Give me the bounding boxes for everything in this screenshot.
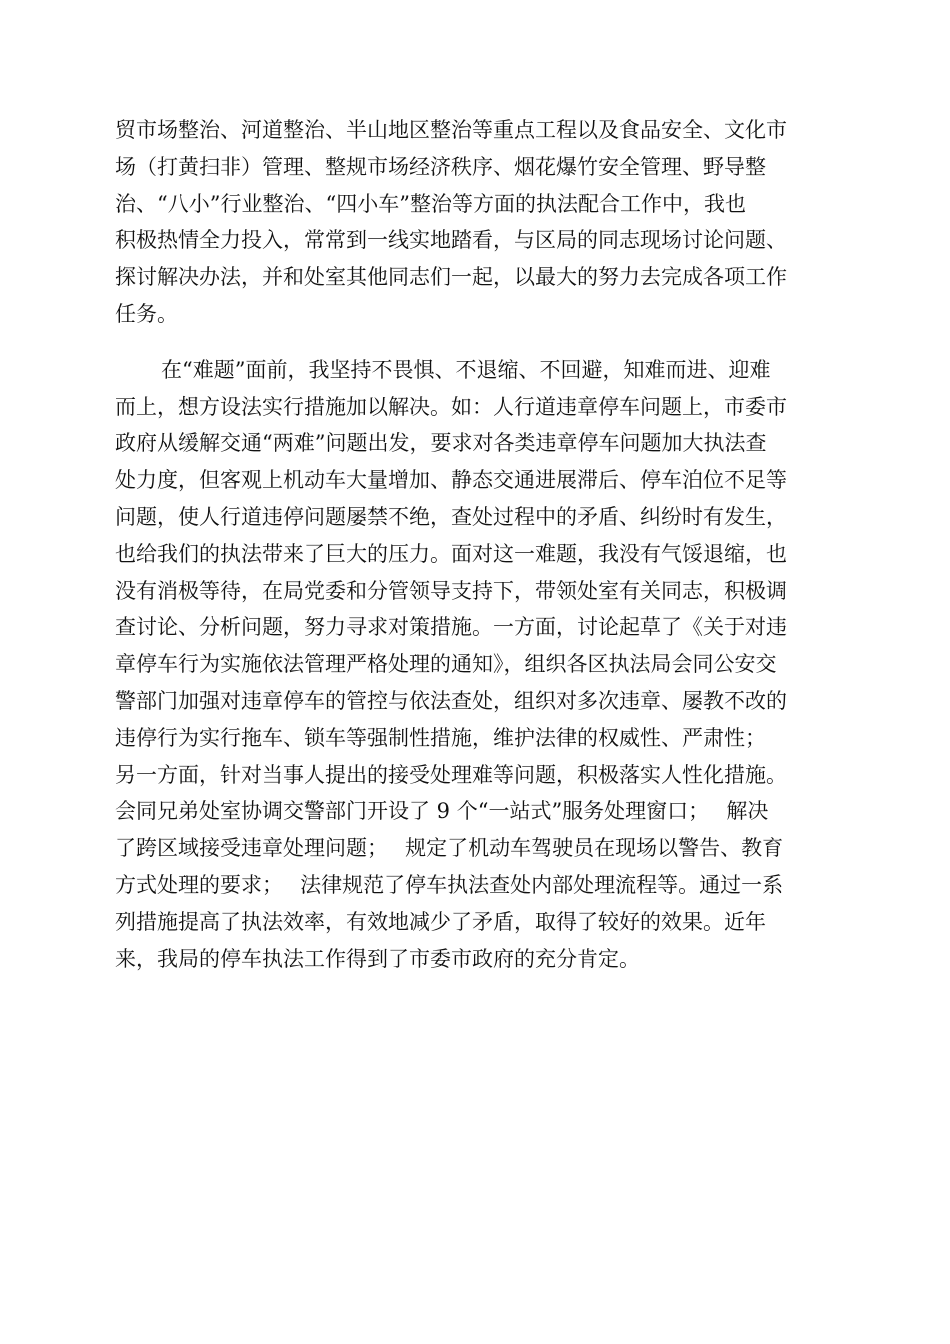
text-line: 来，我局的停车执法工作得到了市委市政府的充分肯定。 [115, 946, 640, 971]
text-line: 没有消极等待，在局党委和分管领导支持下，带领处室有关同志，积极调 [115, 578, 787, 603]
text-line: 会同兄弟处室协调交警部门开设了 9 个“一站式”服务处理窗口； 解决 [115, 799, 769, 824]
text-line: 治、“八小”行业整治、“四小车”整治等方面的执法配合工作中，我也 [115, 191, 746, 216]
text-line: 在“难题”面前，我坚持不畏惧、不退缩、不回避，知难而进、迎难 [161, 357, 771, 382]
text-line: 章停车行为实施依法管理严格处理的通知》，组织各区执法局会同公安交 [115, 652, 777, 677]
text-line: 贸市场整治、河道整治、半山地区整治等重点工程以及食品安全、文化市 [115, 118, 787, 142]
text-line: 探讨解决办法，并和处室其他同志们一起，以最大的努力去完成各项工作 [115, 265, 787, 290]
text-line: 警部门加强对违章停车的管控与依法查处，组织对多次违章、屡教不改的 [115, 688, 787, 713]
text-line: 政府从缓解交通“两难”问题出发，要求对各类违章停车问题加大执法查 [115, 431, 767, 456]
text-line: 而上，想方设法实行措施加以解决。如：人行道违章停车问题上，市委市 [115, 394, 787, 419]
text-line: 另一方面，针对当事人提出的接受处理难等问题，积极落实人性化措施。 [115, 762, 787, 787]
text-line: 查讨论、分析问题，努力寻求对策措施。一方面，讨论起草了《关于对违 [115, 615, 787, 640]
paragraph-2 [115, 352, 837, 978]
text-line: 方式处理的要求； 法律规范了停车执法查处内部处理流程等。通过一系 [115, 872, 784, 897]
text-line: 积极热情全力投入，常常到一线实地踏看，与区局的同志现场讨论问题、 [115, 228, 787, 253]
paragraph-spacer [115, 333, 837, 352]
text-line: 违停行为实行拖车、锁车等强制性措施，维护法律的权威性、严肃性； [115, 725, 766, 750]
document-page [115, 112, 837, 977]
text-line: 问题，使人行道违停问题屡禁不绝，查处过程中的矛盾、纠纷时有发生， [115, 504, 787, 529]
paragraph-1 [115, 112, 837, 333]
text-line: 也给我们的执法带来了巨大的压力。面对这一难题，我没有气馁退缩，也 [115, 541, 787, 566]
text-line: 场（打黄扫非）管理、整规市场经济秩序、烟花爆竹安全管理、野导整 [115, 154, 766, 179]
text-line: 列措施提高了执法效率，有效地减少了矛盾，取得了较好的效果。近年 [115, 909, 766, 934]
text-line: 任务。 [115, 301, 178, 326]
text-line: 处力度，但客观上机动车大量增加、静态交通进展滞后、停车泊位不足等 [115, 468, 787, 493]
text-line: 了跨区域接受违章处理问题； 规定了机动车驾驶员在现场以警告、教育 [115, 836, 784, 861]
